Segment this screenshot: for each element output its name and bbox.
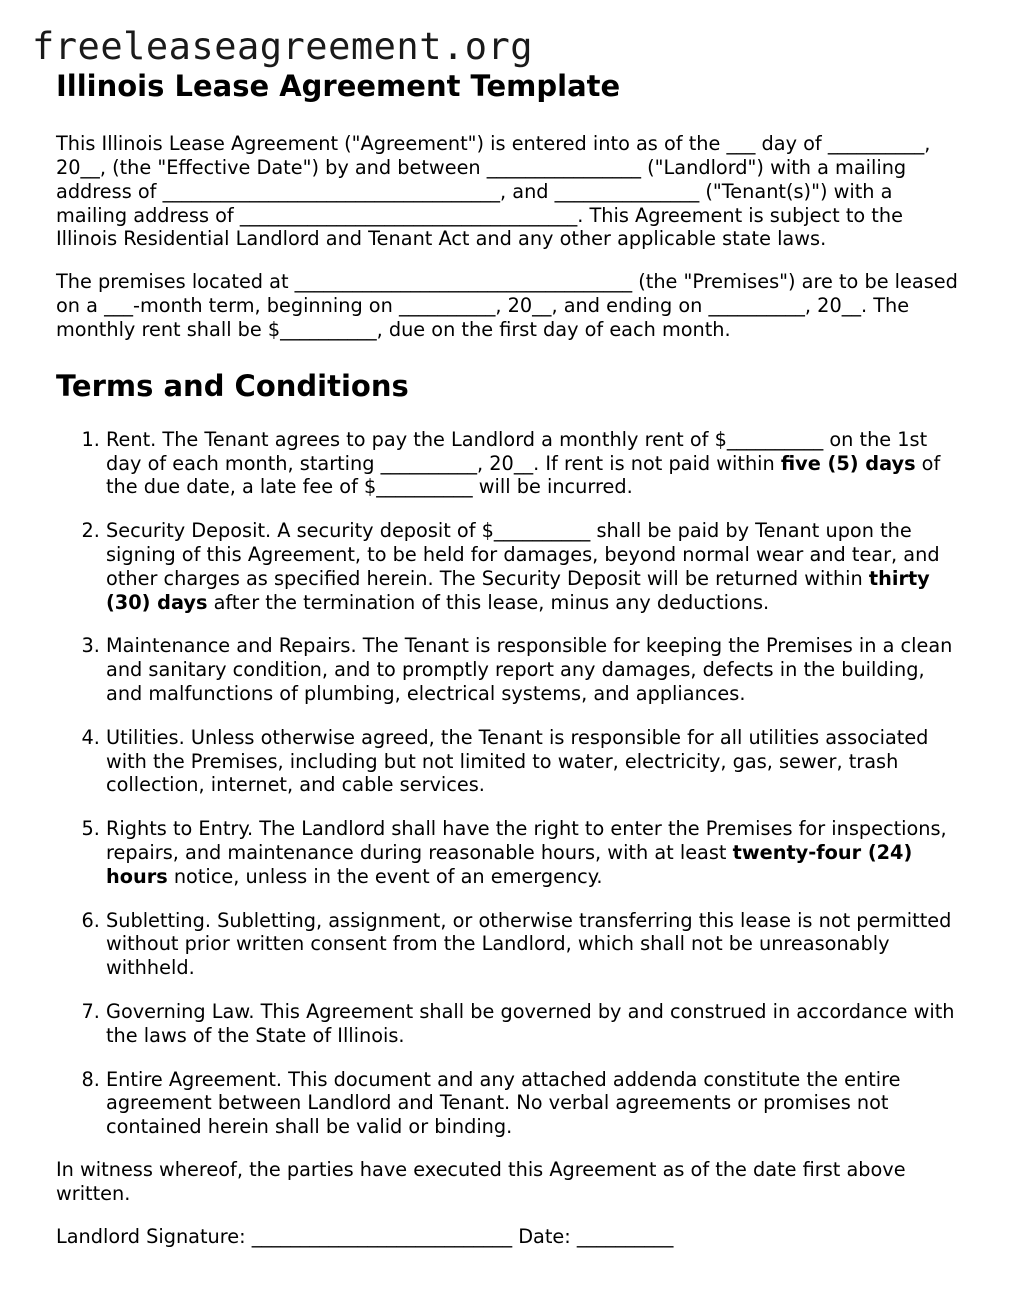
landlord-signature-line [56, 1225, 966, 1249]
term-rent: 1. Rent. The Tenant agrees to pay the Landlord a monthly rent of $__________ on the 1st day of each month, starting __________, 20__. If rent is not paid within five (5) days of the due date, a late fee of $__________ will be incurred. [106, 428, 966, 499]
term-entire-agreement: 8. Entire Agreement. This document and any attached addenda constitute the entire agreement between Landlord and Tenant. No verbal agreements or promises not contained herein shall be valid or binding. [106, 1068, 966, 1139]
term-maintenance: 3. Maintenance and Repairs. The Tenant is responsible for keeping the Premises in a clean and sanitary condition, and to promptly report any damages, defects in the building, and malfunctions of plumbing, electrical systems, and appliances. [106, 634, 966, 705]
terms-list [56, 428, 966, 1139]
page-title: Illinois Lease Agreement Template [56, 69, 621, 103]
term-subletting: 6. Subletting. Subletting, assignment, or otherwise transferring this lease is not permitted without prior written consent from the Landlord, which shall not be unreasonably withheld. [106, 909, 966, 980]
intro-paragraph: This Illinois Lease Agreement ("Agreement") is entered into as of the ___ day of __________, 20__, (the "Effective Date") by and between ________________ ("Landlord") with a mailing address of ___________________________________, and _______________ ("Tenant(s)") with a mailing address of ___________________________________. This Agreement is subject to the Illinois Residential Landlord and Tenant Act and any other applicable state laws. [56, 132, 931, 251]
term-rights-to-entry: 5. Rights to Entry. The Landlord shall have the right to enter the Premises for inspections, repairs, and maintenance during reasonable hours, with at least twenty-four (24) hours notice, unless in the event of an emergency. [106, 817, 966, 888]
section-heading: Terms and Conditions [56, 368, 409, 403]
witness-paragraph: In witness whereof, the parties have executed this Agreement as of the date first above written. [56, 1158, 906, 1205]
date-blank: __________ [576, 1224, 674, 1248]
term-governing-law: 7. Governing Law. This Agreement shall be governed by and construed in accordance with the laws of the State of Illinois. [106, 1000, 966, 1048]
term-security-deposit: 2. Security Deposit. A security deposit of $__________ shall be paid by Tenant upon the signing of this Agreement, to be held for damages, beyond normal wear and tear, and other charges as specified herein. The Security Deposit will be returned within thirty (30) days after the termination of this lease, minus any deductions. [106, 519, 966, 614]
document-page [56, 68, 966, 1248]
premises-paragraph: The premises located at ___________________________________ (the "Premises") are to be leased on a ___-month term, beginning on __________, 20__, and ending on __________, 20__. The monthly rent shall be $__________, due on the first day of each month. [56, 270, 958, 341]
signature-label: Landlord Signature: [56, 1224, 252, 1248]
signature-blank: ___________________________ [251, 1224, 513, 1248]
watermark-logo: freeleaseagreement.org [32, 25, 534, 68]
term-utilities: 4. Utilities. Unless otherwise agreed, the Tenant is responsible for all utilities associated with the Premises, including but not limited to water, electricity, gas, sewer, trash collection, internet, and cable services. [106, 726, 966, 797]
date-label: Date: [512, 1224, 577, 1248]
